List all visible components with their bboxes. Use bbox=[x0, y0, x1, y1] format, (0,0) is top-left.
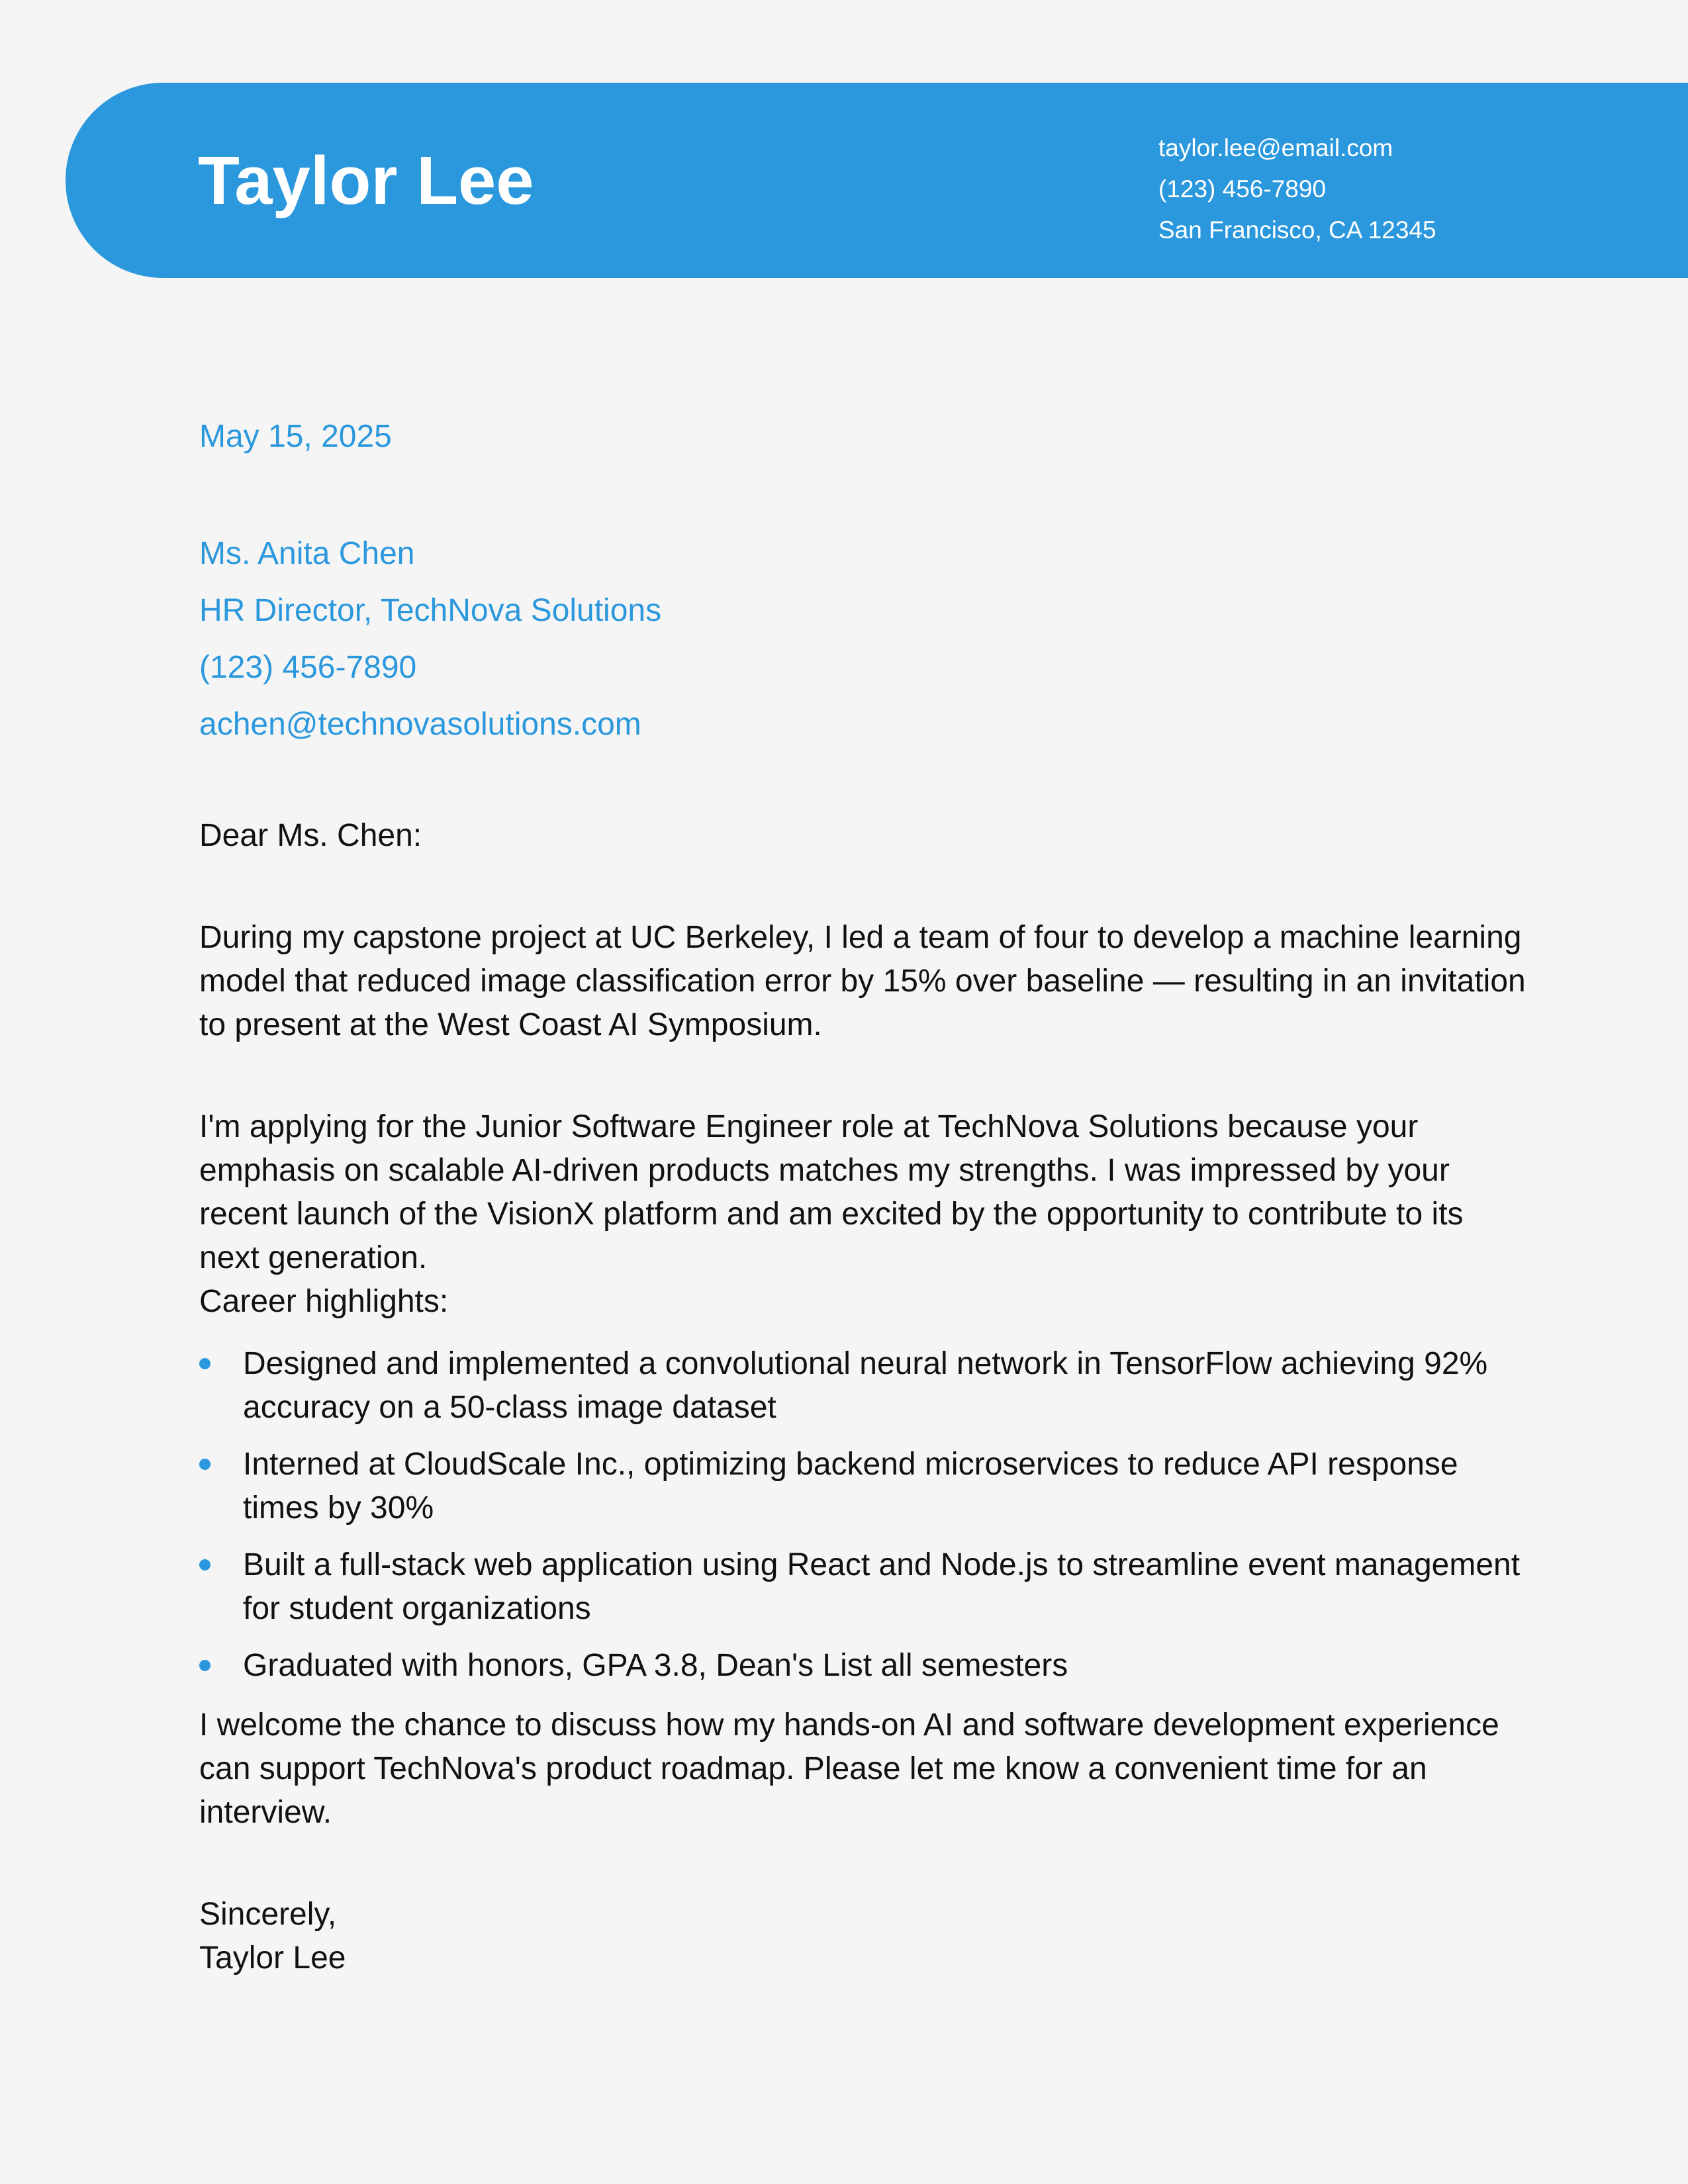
highlight-text: Built a full-stack web application using React and Node.js to streamline event management for student organizations bbox=[243, 1547, 1521, 1626]
recipient-title: HR Director, TechNova Solutions bbox=[199, 593, 662, 628]
sender-location: San Francisco, CA 12345 bbox=[1158, 216, 1436, 244]
motivation-paragraph: I'm applying for the Junior Software Engineer role at TechNova Solutions because your emphasis on scalable AI-driven products matches my strengths. I was impressed by your recent launch of the VisionX platform and am excited by the opportunity to contribute to its next generation. bbox=[199, 1109, 1464, 1275]
letter-date: May 15, 2025 bbox=[199, 419, 392, 454]
recipient-phone: (123) 456-7890 bbox=[199, 650, 417, 685]
highlight-text: Interned at CloudScale Inc., optimizing backend microservices to reduce API response times by 30% bbox=[243, 1447, 1458, 1525]
sender-phone: (123) 456-7890 bbox=[1158, 175, 1327, 203]
sender-name: Taylor Lee bbox=[198, 142, 534, 218]
highlights-heading: Career highlights: bbox=[199, 1284, 449, 1319]
sender-email: taylor.lee@email.com bbox=[1158, 134, 1393, 161]
list-item bbox=[199, 1543, 1530, 1631]
bullet-icon bbox=[199, 1358, 211, 1369]
opening-paragraph: During my capstone project at UC Berkeley, I led a team of four to develop a machine learning model that reduced image classification error by 15% over baseline — resulting in an invitation to present at the West Coast AI Symposium. bbox=[199, 920, 1526, 1042]
list-item bbox=[199, 1443, 1530, 1530]
signature: Taylor Lee bbox=[199, 1940, 346, 1976]
signoff: Sincerely, bbox=[199, 1897, 337, 1932]
recipient-email: achen@technovasolutions.com bbox=[199, 707, 641, 742]
recipient-name: Ms. Anita Chen bbox=[199, 536, 415, 571]
recipient-block bbox=[199, 525, 661, 753]
bullet-icon bbox=[199, 1559, 211, 1570]
highlight-text: Designed and implemented a convolutional neural network in TensorFlow achieving 92% accuracy on a 50-class image dataset bbox=[243, 1346, 1488, 1425]
bullet-icon bbox=[199, 1660, 211, 1671]
closing-paragraph: I welcome the chance to discuss how my hands-on AI and software development experience can support TechNova's product roadmap. Please let me know a convenient time for an interview. bbox=[199, 1707, 1499, 1830]
list-item bbox=[199, 1342, 1530, 1430]
highlight-text: Graduated with honors, GPA 3.8, Dean's List all semesters bbox=[243, 1648, 1068, 1683]
bullet-icon bbox=[199, 1459, 211, 1470]
letter-body bbox=[199, 814, 1530, 1980]
sender-contact bbox=[1158, 128, 1436, 251]
list-item bbox=[199, 1644, 1530, 1688]
letterhead-banner bbox=[66, 83, 1688, 278]
highlights-list bbox=[199, 1342, 1530, 1688]
salutation: Dear Ms. Chen: bbox=[199, 818, 422, 853]
